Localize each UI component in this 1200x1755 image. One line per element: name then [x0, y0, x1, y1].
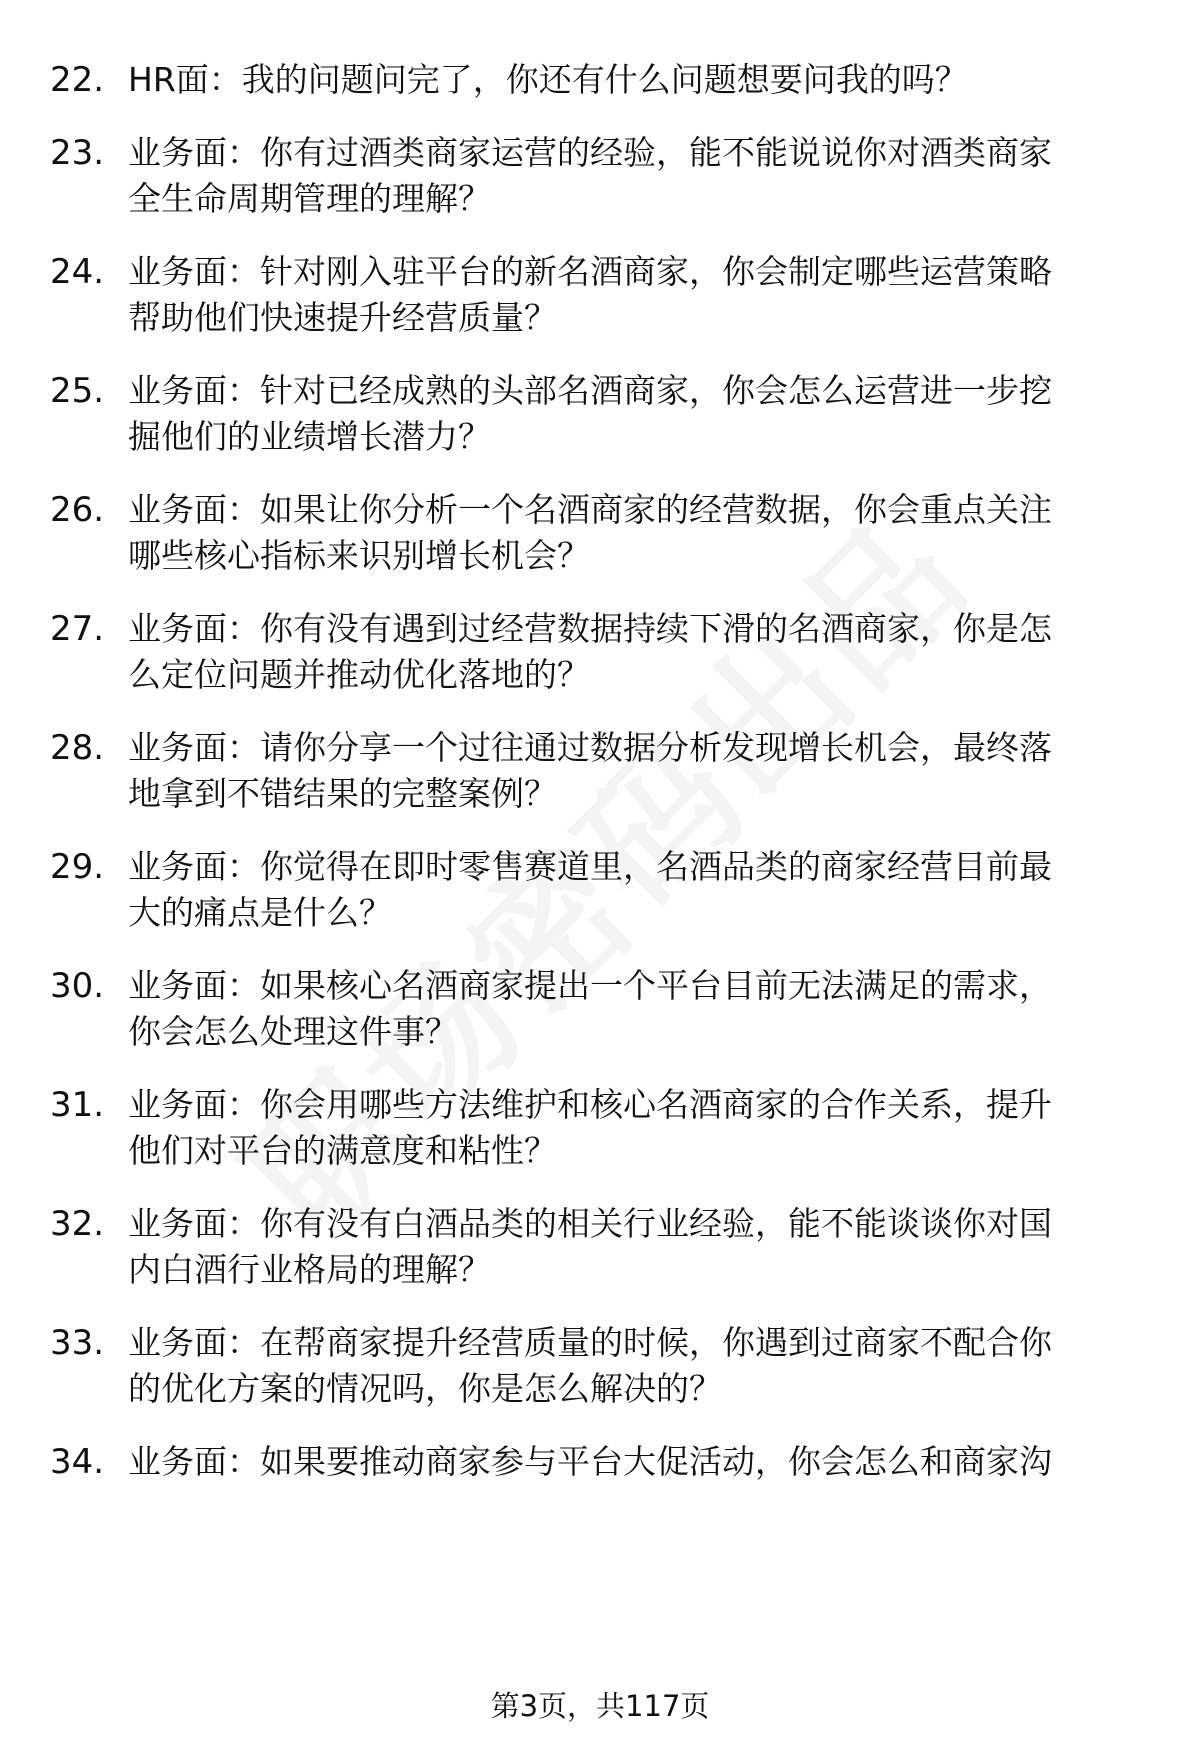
question-text: HR面：我的问题问完了，你还有什么问题想要问我的吗？ [128, 60, 968, 99]
question-number: 27. [50, 609, 105, 649]
question-text: 业务面：你有没有遇到过经营数据持续下滑的名酒商家，你是怎 么定位问题并推动优化落地的？ [128, 609, 1052, 694]
page-footer: 第3页，共117页 [490, 1689, 710, 1723]
question-number: 34. [50, 1442, 105, 1482]
question-number: 23. [50, 133, 105, 173]
question-text: 业务面：你觉得在即时零售赛道里，名酒品类的商家经营目前最 大的痛点是什么？ [128, 847, 1052, 932]
question-text: 业务面：针对刚入驻平台的新名酒商家，你会制定哪些运营策略 帮助他们快速提升经营质量？ [128, 252, 1052, 337]
question-number: 26. [50, 490, 105, 530]
question-text: 业务面：在帮商家提升经营质量的时候，你遇到过商家不配合你 的优化方案的情况吗，你是怎么解决的？ [128, 1323, 1052, 1408]
question-number: 28. [50, 728, 105, 768]
question-number: 25. [50, 371, 105, 411]
question-text: 业务面：请你分享一个过往通过数据分析发现增长机会，最终落 地拿到不错结果的完整案例？ [128, 728, 1052, 813]
question-number: 31. [50, 1085, 105, 1125]
question-text: 业务面：针对已经成熟的头部名酒商家，你会怎么运营进一步挖 掘他们的业绩增长潜力？ [128, 371, 1052, 456]
question-text: 业务面：如果核心名酒商家提出一个平台目前无法满足的需求， 你会怎么处理这件事？ [128, 966, 1052, 1051]
question-number: 30. [50, 966, 105, 1006]
question-text: 业务面：如果要推动商家参与平台大促活动，你会怎么和商家沟 [128, 1442, 1052, 1481]
question-number: 33. [50, 1323, 105, 1363]
question-text: 业务面：你会用哪些方法维护和核心名酒商家的合作关系，提升 他们对平台的满意度和粘性？ [128, 1085, 1052, 1170]
question-number: 32. [50, 1204, 105, 1244]
question-number: 22. [50, 60, 105, 100]
question-text: 业务面：你有没有白酒品类的相关行业经验，能不能谈谈你对国 内白酒行业格局的理解？ [128, 1204, 1052, 1289]
question-number: 24. [50, 252, 105, 292]
question-text: 业务面：你有过酒类商家运营的经验，能不能说说你对酒类商家 全生命周期管理的理解？ [128, 133, 1052, 218]
question-number: 29. [50, 847, 105, 887]
question-text: 业务面：如果让你分析一个名酒商家的经营数据，你会重点关注 哪些核心指标来识别增长机会？ [128, 490, 1052, 575]
